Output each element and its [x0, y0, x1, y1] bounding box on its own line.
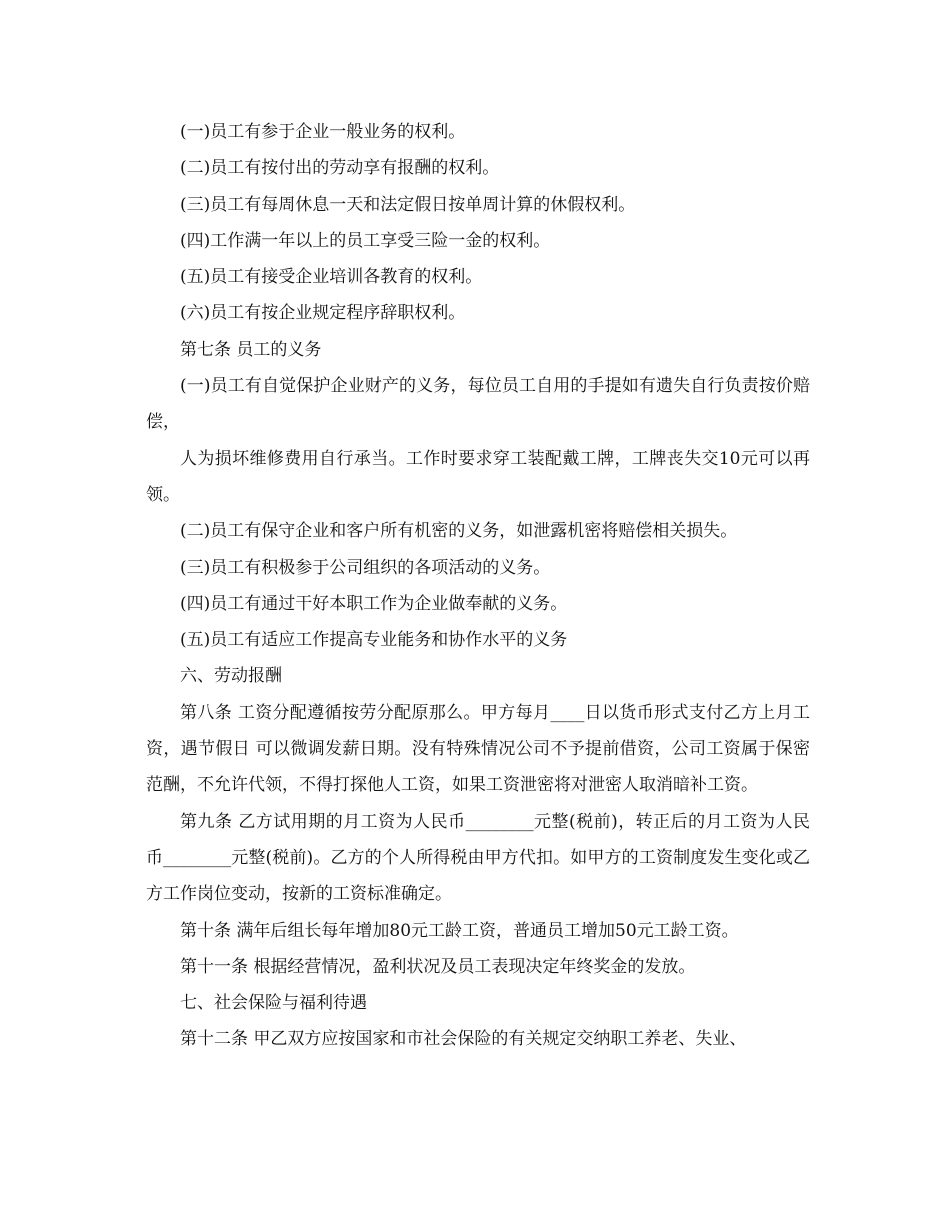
- right-item-6: (六)员工有按企业规定程序辞职权利。: [180, 303, 466, 324]
- right-item-3: (三)员工有每周休息一天和法定假日按单周计算的休假权利。: [180, 194, 636, 215]
- right-item-5: (五)员工有接受企业培训各教育的权利。: [180, 267, 483, 288]
- duty-item-2: (二)员工有保守企业和客户所有机密的义务，如泄露机密将赔偿相关损失。: [180, 521, 738, 542]
- right-item-1: (一)员工有参于企业一般业务的权利。: [180, 122, 466, 142]
- article-9: 第九条 乙方试用期的月工资为人民币________元整(税前)，转正后的月工资为人民币________元整(税前)。乙方的个人所得税由甲方代扣。如甲方的工资制度发生变化或乙方工作岗位变动，按新的工资标准确定。: [146, 811, 810, 905]
- duty-item-5: (五)员工有适应工作提高专业能务和协作水平的义务: [180, 630, 568, 651]
- right-item-2: (二)员工有按付出的劳动享有报酬的权利。: [180, 158, 500, 179]
- section-7-heading: 七、社会保险与福利待遇: [180, 993, 367, 1014]
- document-body: [146, 114, 810, 1058]
- article-12: 第十二条 甲乙双方应按国家和市社会保险的有关规定交纳职工养老、失业、: [180, 1029, 747, 1050]
- duty-item-1-continued: 人为损坏维修费用自行承当。工作时要求穿工装配戴工牌，工牌丧失交10元可以再领。: [146, 448, 810, 505]
- right-item-4: (四)工作满一年以上的员工享受三险一金的权利。: [180, 230, 551, 251]
- article-10: 第十条 满年后组长每年增加80元工龄工资，普通员工增加50元工龄工资。: [180, 920, 739, 941]
- duty-item-4: (四)员工有通过干好本职工作为企业做奉献的义务。: [180, 593, 568, 614]
- duty-item-3: (三)员工有积极参于公司组织的各项活动的义务。: [180, 557, 551, 578]
- article-7-heading: 第七条 员工的义务: [180, 339, 322, 360]
- article-8: 第八条 工资分配遵循按劳分配原那么。甲方每月____日以货币形式支付乙方上月工资，遇节假日 可以微调发薪日期。没有特殊情况公司不予提前借资，公司工资属于保密范酬，不允许代领，不得打探他人工资，如果工资泄密将对泄密人取消暗补工资。: [146, 702, 810, 796]
- article-11: 第十一条 根据经营情况，盈利状况及员工表现决定年终奖金的发放。: [180, 956, 696, 977]
- section-6-heading: 六、劳动报酬: [180, 666, 282, 687]
- duty-item-1: (一)员工有自觉保护企业财产的义务，每位员工自用的手提如有遗失自行负责按价赔偿，: [146, 376, 810, 433]
